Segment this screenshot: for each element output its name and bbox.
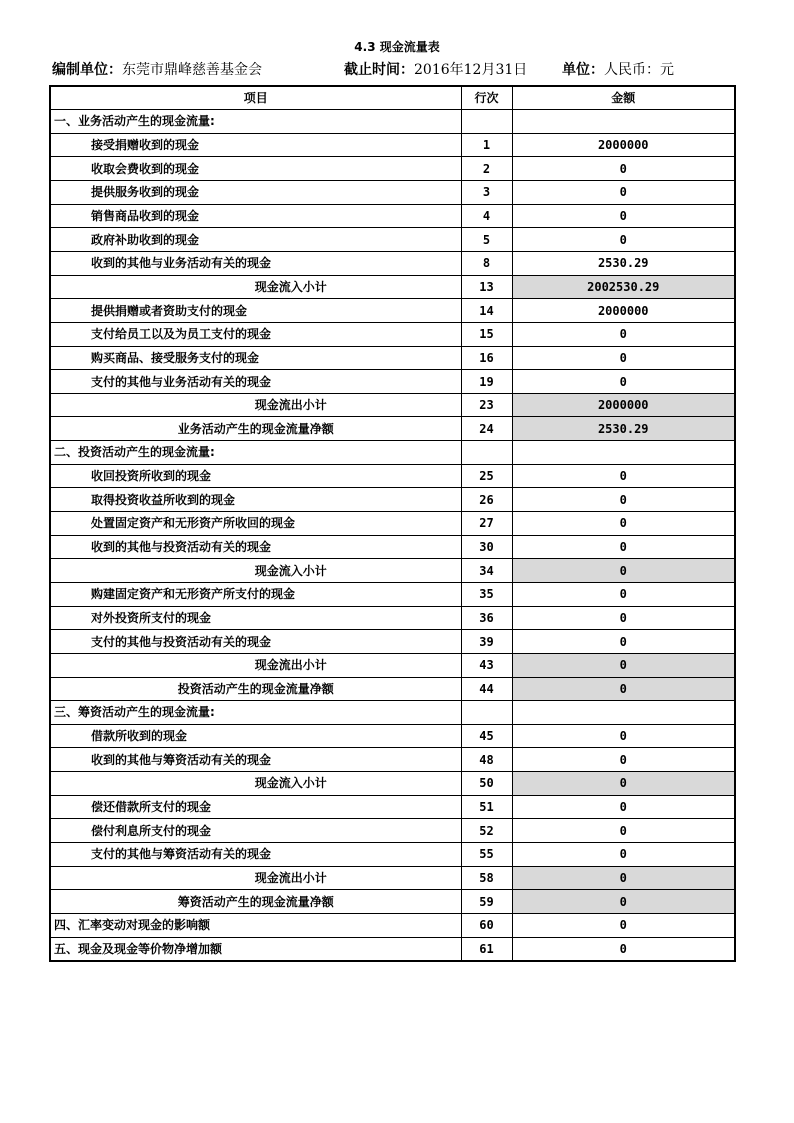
row-amount: 0 xyxy=(512,370,735,394)
table-row xyxy=(50,653,735,677)
row-item-net: 投资活动产生的现金流量净额 xyxy=(50,677,461,701)
row-amount: 0 xyxy=(512,937,735,961)
table-row xyxy=(50,795,735,819)
row-item-detail: 销售商品收到的现金 xyxy=(50,204,461,228)
row-line-number: 26 xyxy=(461,488,512,512)
row-item-detail: 收到的其他与投资活动有关的现金 xyxy=(50,535,461,559)
row-amount: 2000000 xyxy=(512,133,735,157)
row-amount: 2000000 xyxy=(512,393,735,417)
table-row xyxy=(50,204,735,228)
row-item-section: 一、业务活动产生的现金流量: xyxy=(50,110,461,134)
table-row xyxy=(50,772,735,796)
row-item-detail: 收回投资所收到的现金 xyxy=(50,464,461,488)
table-row xyxy=(50,913,735,937)
row-item-detail: 借款所收到的现金 xyxy=(50,724,461,748)
column-header-line-no: 行次 xyxy=(461,86,512,110)
row-item-subtotal: 现金流出小计 xyxy=(50,653,461,677)
row-amount: 2530.29 xyxy=(512,417,735,441)
row-item-detail: 购买商品、接受服务支付的现金 xyxy=(50,346,461,370)
row-item-detail: 支付给员工以及为员工支付的现金 xyxy=(50,322,461,346)
row-line-number: 30 xyxy=(461,535,512,559)
row-line-number: 34 xyxy=(461,559,512,583)
table-row xyxy=(50,133,735,157)
statement-title: 4.3 现金流量表 xyxy=(354,40,440,54)
table-row xyxy=(50,228,735,252)
row-line-number: 44 xyxy=(461,677,512,701)
table-row xyxy=(50,275,735,299)
row-item-detail: 偿付利息所支付的现金 xyxy=(50,819,461,843)
row-line-number: 23 xyxy=(461,393,512,417)
row-item-subtotal: 现金流入小计 xyxy=(50,772,461,796)
row-line-number: 59 xyxy=(461,890,512,914)
row-amount: 0 xyxy=(512,724,735,748)
row-amount: 0 xyxy=(512,843,735,867)
row-amount: 0 xyxy=(512,488,735,512)
row-item-total: 五、现金及现金等价物净增加额 xyxy=(50,937,461,961)
row-line-number: 45 xyxy=(461,724,512,748)
row-amount: 2530.29 xyxy=(512,251,735,275)
organization-value: 东莞市鼎峰慈善基金会 xyxy=(122,62,262,78)
table-row xyxy=(50,370,735,394)
table-row xyxy=(50,441,735,465)
table-row xyxy=(50,393,735,417)
row-amount: 0 xyxy=(512,866,735,890)
row-item-detail: 处置固定资产和无形资产所收回的现金 xyxy=(50,512,461,536)
row-amount: 0 xyxy=(512,464,735,488)
organization-field xyxy=(52,59,262,79)
row-amount xyxy=(512,110,735,134)
row-line-number: 58 xyxy=(461,866,512,890)
table-row xyxy=(50,937,735,961)
row-line-number: 50 xyxy=(461,772,512,796)
row-item-net: 筹资活动产生的现金流量净额 xyxy=(50,890,461,914)
row-amount: 0 xyxy=(512,322,735,346)
row-amount: 0 xyxy=(512,181,735,205)
row-amount: 0 xyxy=(512,913,735,937)
row-amount: 0 xyxy=(512,582,735,606)
row-line-number: 24 xyxy=(461,417,512,441)
row-item-detail: 购建固定资产和无形资产所支付的现金 xyxy=(50,582,461,606)
table-row xyxy=(50,251,735,275)
table-row xyxy=(50,464,735,488)
row-item-detail: 提供服务收到的现金 xyxy=(50,181,461,205)
row-line-number: 1 xyxy=(461,133,512,157)
row-line-number: 15 xyxy=(461,322,512,346)
row-amount: 0 xyxy=(512,653,735,677)
row-line-number: 3 xyxy=(461,181,512,205)
table-row xyxy=(50,322,735,346)
row-line-number: 51 xyxy=(461,795,512,819)
row-amount: 0 xyxy=(512,204,735,228)
row-item-subtotal: 现金流入小计 xyxy=(50,275,461,299)
row-line-number: 55 xyxy=(461,843,512,867)
row-line-number: 52 xyxy=(461,819,512,843)
row-amount: 0 xyxy=(512,606,735,630)
row-line-number: 36 xyxy=(461,606,512,630)
row-line-number: 8 xyxy=(461,251,512,275)
table-row xyxy=(50,488,735,512)
cash-flow-table xyxy=(49,85,736,962)
table-row xyxy=(50,346,735,370)
row-line-number: 27 xyxy=(461,512,512,536)
table-row xyxy=(50,819,735,843)
table-row xyxy=(50,890,735,914)
row-line-number: 14 xyxy=(461,299,512,323)
row-item-detail: 对外投资所支付的现金 xyxy=(50,606,461,630)
table-row xyxy=(50,701,735,725)
row-item-detail: 收到的其他与业务活动有关的现金 xyxy=(50,251,461,275)
row-line-number: 13 xyxy=(461,275,512,299)
row-line-number: 5 xyxy=(461,228,512,252)
row-item-detail: 收到的其他与筹资活动有关的现金 xyxy=(50,748,461,772)
row-line-number xyxy=(461,441,512,465)
row-amount: 0 xyxy=(512,228,735,252)
row-item-total: 四、汇率变动对现金的影响额 xyxy=(50,913,461,937)
row-amount xyxy=(512,441,735,465)
row-amount: 2002530.29 xyxy=(512,275,735,299)
row-item-subtotal: 现金流入小计 xyxy=(50,559,461,583)
table-row xyxy=(50,181,735,205)
row-amount: 0 xyxy=(512,535,735,559)
cutoff-date-label: 截止时间： xyxy=(344,62,414,78)
row-line-number: 35 xyxy=(461,582,512,606)
row-item-section: 二、投资活动产生的现金流量: xyxy=(50,441,461,465)
row-line-number: 19 xyxy=(461,370,512,394)
table-row xyxy=(50,724,735,748)
row-amount: 0 xyxy=(512,512,735,536)
row-amount: 2000000 xyxy=(512,299,735,323)
row-item-detail: 偿还借款所支付的现金 xyxy=(50,795,461,819)
currency-unit-label: 单位： xyxy=(562,62,604,78)
table-row xyxy=(50,559,735,583)
row-amount: 0 xyxy=(512,795,735,819)
row-item-subtotal: 现金流出小计 xyxy=(50,393,461,417)
row-item-detail: 支付的其他与投资活动有关的现金 xyxy=(50,630,461,654)
row-amount: 0 xyxy=(512,630,735,654)
row-item-detail: 支付的其他与筹资活动有关的现金 xyxy=(50,843,461,867)
row-item-detail: 取得投资收益所收到的现金 xyxy=(50,488,461,512)
row-line-number: 2 xyxy=(461,157,512,181)
organization-label: 编制单位： xyxy=(52,62,122,78)
table-row xyxy=(50,866,735,890)
row-item-detail: 政府补助收到的现金 xyxy=(50,228,461,252)
row-line-number xyxy=(461,701,512,725)
table-row xyxy=(50,512,735,536)
row-item-subtotal: 现金流出小计 xyxy=(50,866,461,890)
table-row xyxy=(50,748,735,772)
row-line-number: 39 xyxy=(461,630,512,654)
statement-header xyxy=(52,59,742,81)
row-item-net: 业务活动产生的现金流量净额 xyxy=(50,417,461,441)
row-amount: 0 xyxy=(512,157,735,181)
row-line-number xyxy=(461,110,512,134)
table-row xyxy=(50,417,735,441)
row-item-section: 三、筹资活动产生的现金流量: xyxy=(50,701,461,725)
column-header-item: 项目 xyxy=(50,86,461,110)
row-line-number: 48 xyxy=(461,748,512,772)
row-line-number: 61 xyxy=(461,937,512,961)
table-row xyxy=(50,535,735,559)
cutoff-date-field xyxy=(344,59,527,79)
currency-unit-value: 人民币：元 xyxy=(604,62,674,78)
row-line-number: 60 xyxy=(461,913,512,937)
row-item-detail: 提供捐赠或者资助支付的现金 xyxy=(50,299,461,323)
table-row xyxy=(50,110,735,134)
table-row xyxy=(50,157,735,181)
row-item-detail: 收取会费收到的现金 xyxy=(50,157,461,181)
column-header-amount: 金额 xyxy=(512,86,735,110)
row-line-number: 25 xyxy=(461,464,512,488)
row-line-number: 16 xyxy=(461,346,512,370)
row-amount: 0 xyxy=(512,346,735,370)
table-row xyxy=(50,677,735,701)
row-line-number: 4 xyxy=(461,204,512,228)
row-amount: 0 xyxy=(512,890,735,914)
row-amount: 0 xyxy=(512,819,735,843)
currency-unit-field xyxy=(562,59,674,79)
row-amount: 0 xyxy=(512,677,735,701)
row-line-number: 43 xyxy=(461,653,512,677)
table-row xyxy=(50,299,735,323)
row-amount xyxy=(512,701,735,725)
table-row xyxy=(50,582,735,606)
table-row xyxy=(50,606,735,630)
row-amount: 0 xyxy=(512,748,735,772)
row-item-detail: 接受捐赠收到的现金 xyxy=(50,133,461,157)
row-amount: 0 xyxy=(512,772,735,796)
row-amount: 0 xyxy=(512,559,735,583)
table-row xyxy=(50,843,735,867)
table-body xyxy=(50,110,735,961)
cutoff-date-value: 2016年12月31日 xyxy=(414,62,528,78)
row-item-detail: 支付的其他与业务活动有关的现金 xyxy=(50,370,461,394)
table-header-row xyxy=(50,86,735,110)
table-row xyxy=(50,630,735,654)
